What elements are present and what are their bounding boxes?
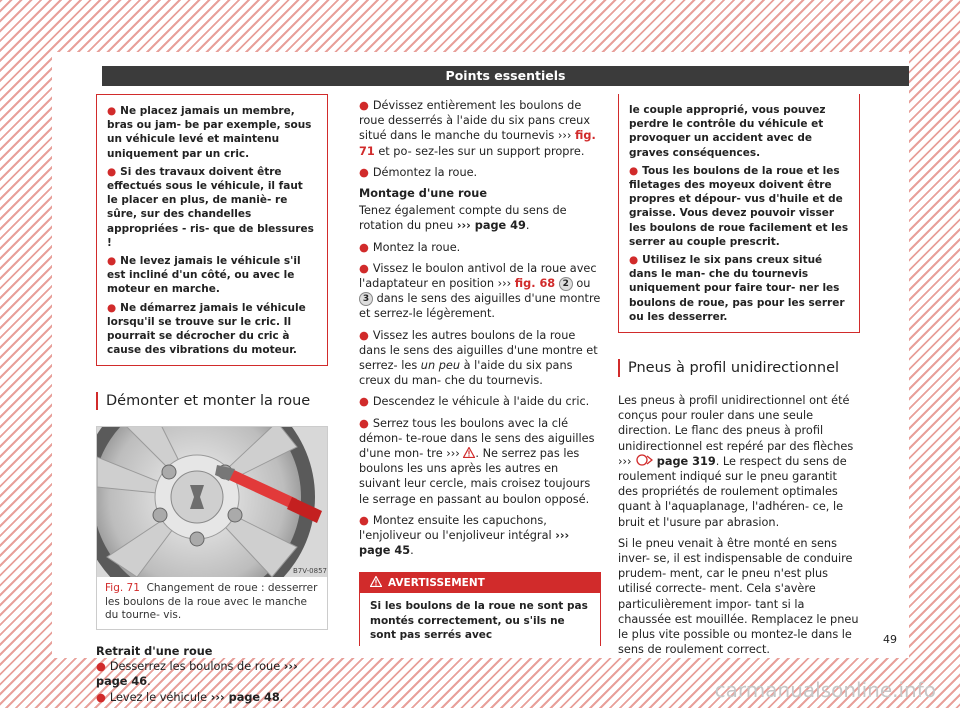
section-title: Démonter et monter la roue: [96, 392, 328, 410]
page-number: 49: [883, 633, 897, 646]
bullet-icon: ●: [359, 261, 369, 275]
warning-box-continued: [618, 94, 860, 333]
bullet-icon: ●: [359, 416, 369, 430]
bullet-icon: ●: [359, 165, 369, 179]
link-page-48[interactable]: ››› page 48: [210, 690, 280, 704]
paragraph: ● Montez ensuite les capuchons, l'enjoliveur ou l'enjoliveur intégral ››› page 45.: [359, 513, 570, 558]
page-header: Points essentiels: [102, 66, 909, 86]
link-fig-71[interactable]: fig. 71: [359, 129, 596, 158]
bullet-icon: ●: [107, 165, 117, 178]
column-2: [359, 98, 601, 646]
paragraph: Si le pneu venait à être monté en sens inver- se, il est indispensable de conduire prudem- ment, car le pneu n'est plus utilisé correcte- ment. Cela s'avère particulièrement impor- tant si la chaussée est mouillée. Remplacez le pneu le plus vite possible ou montez-le dans le sens de roulement correct.: [618, 536, 859, 657]
link-page-49[interactable]: ››› page 49: [456, 219, 526, 233]
bullet-icon: ●: [107, 105, 117, 117]
callout-number: 2: [559, 277, 573, 291]
wheel-image: [97, 427, 327, 577]
link-page-319[interactable]: page 319: [656, 454, 716, 468]
figure-71: [96, 426, 328, 630]
paragraph: ● Serrez tous les boulons avec la clé démon- te-roue dans le sens des aiguilles d'une mon- tre ››› . Ne serrez pas les boulons les uns après les autres en suivant leur cercle, mais croisez toujours le serrage en passant au boulon opposé.: [359, 416, 595, 506]
warning-item: ● Si des travaux doivent être effectués sous le véhicule, il faut le placer en plus, de maniè- re sûre, sur des chandelles appropriées - ris- que de blessures !: [107, 165, 314, 249]
warning-text: Si les boulons de la roue ne sont pas montés correctement, ou s'ils ne sont pas serrés avec: [370, 600, 588, 641]
warning-box-continued: [96, 94, 328, 366]
paragraph: ● Descendez le véhicule à l'aide du cric.: [359, 395, 590, 409]
subheading: Montage d'une roue: [359, 187, 488, 201]
paragraph: Tenez également compte du sens de rotation du pneu ››› page 49.: [359, 204, 567, 233]
bullet-icon: ●: [629, 254, 639, 267]
warning-triangle-icon: [370, 577, 388, 589]
paragraph: Les pneus à profil unidirectionnel ont été conçus pour rouler dans une seule direction. Le flanc des pneus à profil unidirectionnel est repéré par des flèches ››› page 319. Le respect du sens de roulement indiqué sur le pneu garantit des propriétés de roulement optimales quant à l'aquaplanage, l'adhéren- ce, le bruit et l'usure par abrasion.: [618, 394, 854, 529]
bullet-icon: ●: [359, 99, 369, 112]
warning-item: ● Tous les boulons de la roue et les filetages des moyeux doivent être propres et dépour- vus d'huile et de graisse. Vous devez pouvoir visser les boulons de roue facilement et les serrer au couple prescrit.: [629, 164, 849, 248]
warning-item: ● Ne démarrez jamais le véhicule lorsqu'il se trouve sur le cric. Il pourrait se décrocher du cric à cause des vibrations du moteur.: [107, 301, 306, 357]
column-1: [96, 94, 328, 705]
section-title: Pneus à profil unidirectionnel: [618, 359, 860, 377]
warning-header: AVERTISSEMENT: [360, 573, 600, 593]
bullet-icon: ●: [107, 255, 117, 268]
bullet-icon: ●: [359, 395, 369, 409]
link-fig-68[interactable]: fig. 68: [514, 277, 556, 291]
removal-section: [96, 644, 328, 705]
section-body: [618, 393, 860, 657]
list-item: ● Desserrez les boulons de roue ››› page 46.: [96, 660, 298, 689]
paragraph: ● Démontez la roue.: [359, 165, 478, 179]
bullet-icon: ●: [359, 240, 369, 254]
tire-icon: [635, 455, 653, 468]
figure-caption: Fig. 71 Changement de roue : desserrer les boulons de la roue avec le manche du tourne- vis.: [105, 582, 318, 622]
warning-item: ● Ne levez jamais le véhicule s'il est incliné d'un côté, ou avec le moteur en marche.: [107, 255, 301, 296]
column-3: [618, 94, 860, 664]
paragraph: ● Montez la roue.: [359, 240, 461, 254]
link-page-45[interactable]: ››› page 45: [359, 529, 570, 558]
warning-item: ● Ne placez jamais un membre, bras ou jam- be par exemple, sous un véhicule levé et maintenu uniquement par un cric.: [107, 105, 312, 160]
bullet-icon: ●: [359, 513, 369, 527]
warning-triangle-icon[interactable]: [463, 447, 475, 460]
warning-box: [359, 572, 601, 646]
paragraph: ● Dévissez entièrement les boulons de roue desserrés à l'aide du six pans creux situé dans le manche du tournevis ››› fig. 71 et po- sez-les sur un support propre.: [359, 99, 596, 158]
figure-code: B7V-0857: [293, 567, 327, 576]
figure-label: Fig. 71: [105, 582, 140, 595]
paragraph: ● Vissez le boulon antivol de la roue avec l'adaptateur en position ››› fig. 68 2 ou 3 dans le sens des aiguilles d'une montre et serrez-le légèrement.: [359, 261, 601, 321]
bullet-icon: ●: [96, 660, 106, 674]
list-item: ● Levez le véhicule ››› page 48.: [96, 690, 284, 704]
bullet-icon: ●: [359, 328, 369, 342]
link-page-46[interactable]: ››› page 46: [96, 660, 298, 689]
warning-item: ● Utilisez le six pans creux situé dans le man- che du tournevis uniquement pour faire tour- ner les boulons de roue, pas pour les serrer ou les desserrer.: [629, 254, 845, 323]
bullet-icon: ●: [96, 690, 106, 704]
subheading: Retrait d'une roue: [96, 644, 213, 658]
wheel-illustration: [97, 427, 327, 577]
bullet-icon: ●: [107, 301, 117, 314]
watermark: carmanualsonline.info: [714, 678, 936, 702]
warning-text: le couple approprié, vous pouvez perdre le contrôle du véhicule et provoquer un accident avec de graves conséquences.: [629, 104, 826, 159]
bullet-icon: ●: [629, 164, 639, 177]
callout-number: 3: [359, 292, 373, 306]
paragraph: ● Vissez les autres boulons de la roue dans le sens des aiguilles d'une montre et serrez- les un peu à l'aide du six pans creux du man- che du tournevis.: [359, 328, 598, 388]
